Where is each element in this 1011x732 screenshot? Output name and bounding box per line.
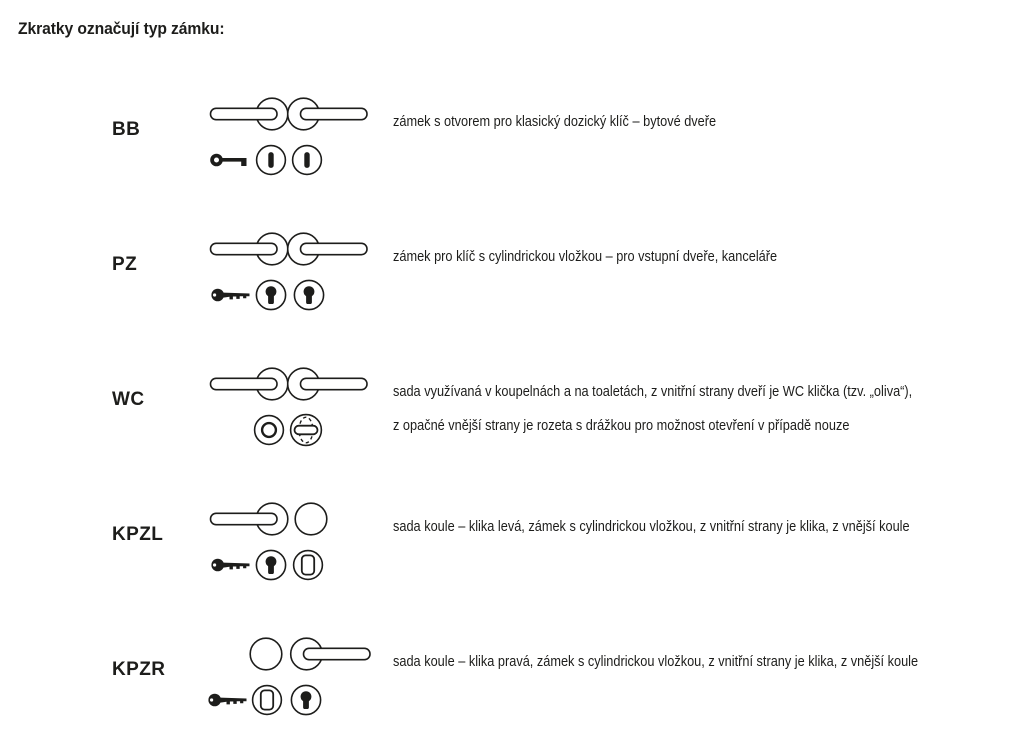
lock-description (393, 645, 1011, 679)
lock-hardware-diagram (205, 365, 375, 455)
door-handle-left-icon (211, 368, 288, 400)
cylinder-key-icon (211, 559, 249, 572)
lock-code-label: KPZR (112, 659, 166, 680)
door-handle-right-icon (288, 233, 367, 265)
lock-hardware-diagram (205, 230, 375, 320)
lock-hardware-diagram (205, 635, 375, 725)
door-handle-left-icon (211, 233, 288, 265)
lock-type-row-pz (0, 225, 1011, 345)
cylinder-rosette-icon (253, 686, 282, 715)
groove-rosette-icon (255, 416, 284, 445)
description-line: sada koule – klika pravá, zámek s cylindrickou vložkou, z vnitřní strany je klika, z vnější koule (393, 653, 919, 670)
wc-turn-knob-rosette-icon (291, 415, 322, 446)
pz-keyhole-rosette-icon (294, 280, 323, 309)
door-knob-icon (250, 638, 282, 670)
door-handle-right-icon (291, 638, 370, 670)
bb-keyhole-rosette-icon (257, 146, 286, 175)
cylinder-key-icon (208, 694, 246, 707)
lock-description (393, 510, 1001, 544)
lock-code-label: PZ (112, 254, 138, 275)
door-knob-icon (295, 503, 327, 535)
lock-type-row-kpzl (0, 495, 1011, 615)
lock-hardware-diagram (205, 500, 375, 590)
cylinder-rosette-icon (294, 551, 323, 580)
lock-type-row-kpzr (0, 630, 1011, 732)
description-line: sada koule – klika levá, zámek s cylindrickou vložkou, z vnitřní strany je klika, z vnější koule (393, 518, 910, 535)
description-line: sada využívaná v koupelnách a na toaletách, z vnitřní strany dveří je WC klička (tzv. „oliva“), (393, 383, 913, 400)
lock-hardware-diagram (205, 95, 375, 185)
lock-code-label: BB (112, 119, 141, 140)
door-handle-left-icon (211, 98, 288, 130)
cylinder-key-icon (211, 289, 249, 302)
lock-description (393, 375, 1004, 443)
door-handle-right-icon (288, 98, 367, 130)
lock-type-row-bb (0, 90, 1011, 210)
lock-description (393, 240, 845, 274)
classic-bit-key-icon (212, 156, 246, 166)
page-title: Zkratky označují typ zámku: (18, 20, 225, 38)
description-line: zámek s otvorem pro klasický dozický klíč – bytové dveře (393, 113, 717, 130)
pz-keyhole-rosette-icon (291, 685, 320, 714)
lock-type-row-wc (0, 360, 1011, 480)
door-handle-left-icon (211, 503, 288, 535)
lock-description (393, 105, 773, 139)
bb-keyhole-rosette-icon (293, 146, 322, 175)
door-handle-right-icon (288, 368, 367, 400)
description-line: zámek pro klíč s cylindrickou vložkou – pro vstupní dveře, kanceláře (393, 248, 778, 265)
lock-code-label: WC (112, 389, 145, 410)
lock-code-label: KPZL (112, 524, 164, 545)
description-line: z opačné vnější strany je rozeta s drážkou pro možnost otevření v případě nouze (393, 417, 850, 434)
pz-keyhole-rosette-icon (256, 550, 285, 579)
pz-keyhole-rosette-icon (256, 280, 285, 309)
